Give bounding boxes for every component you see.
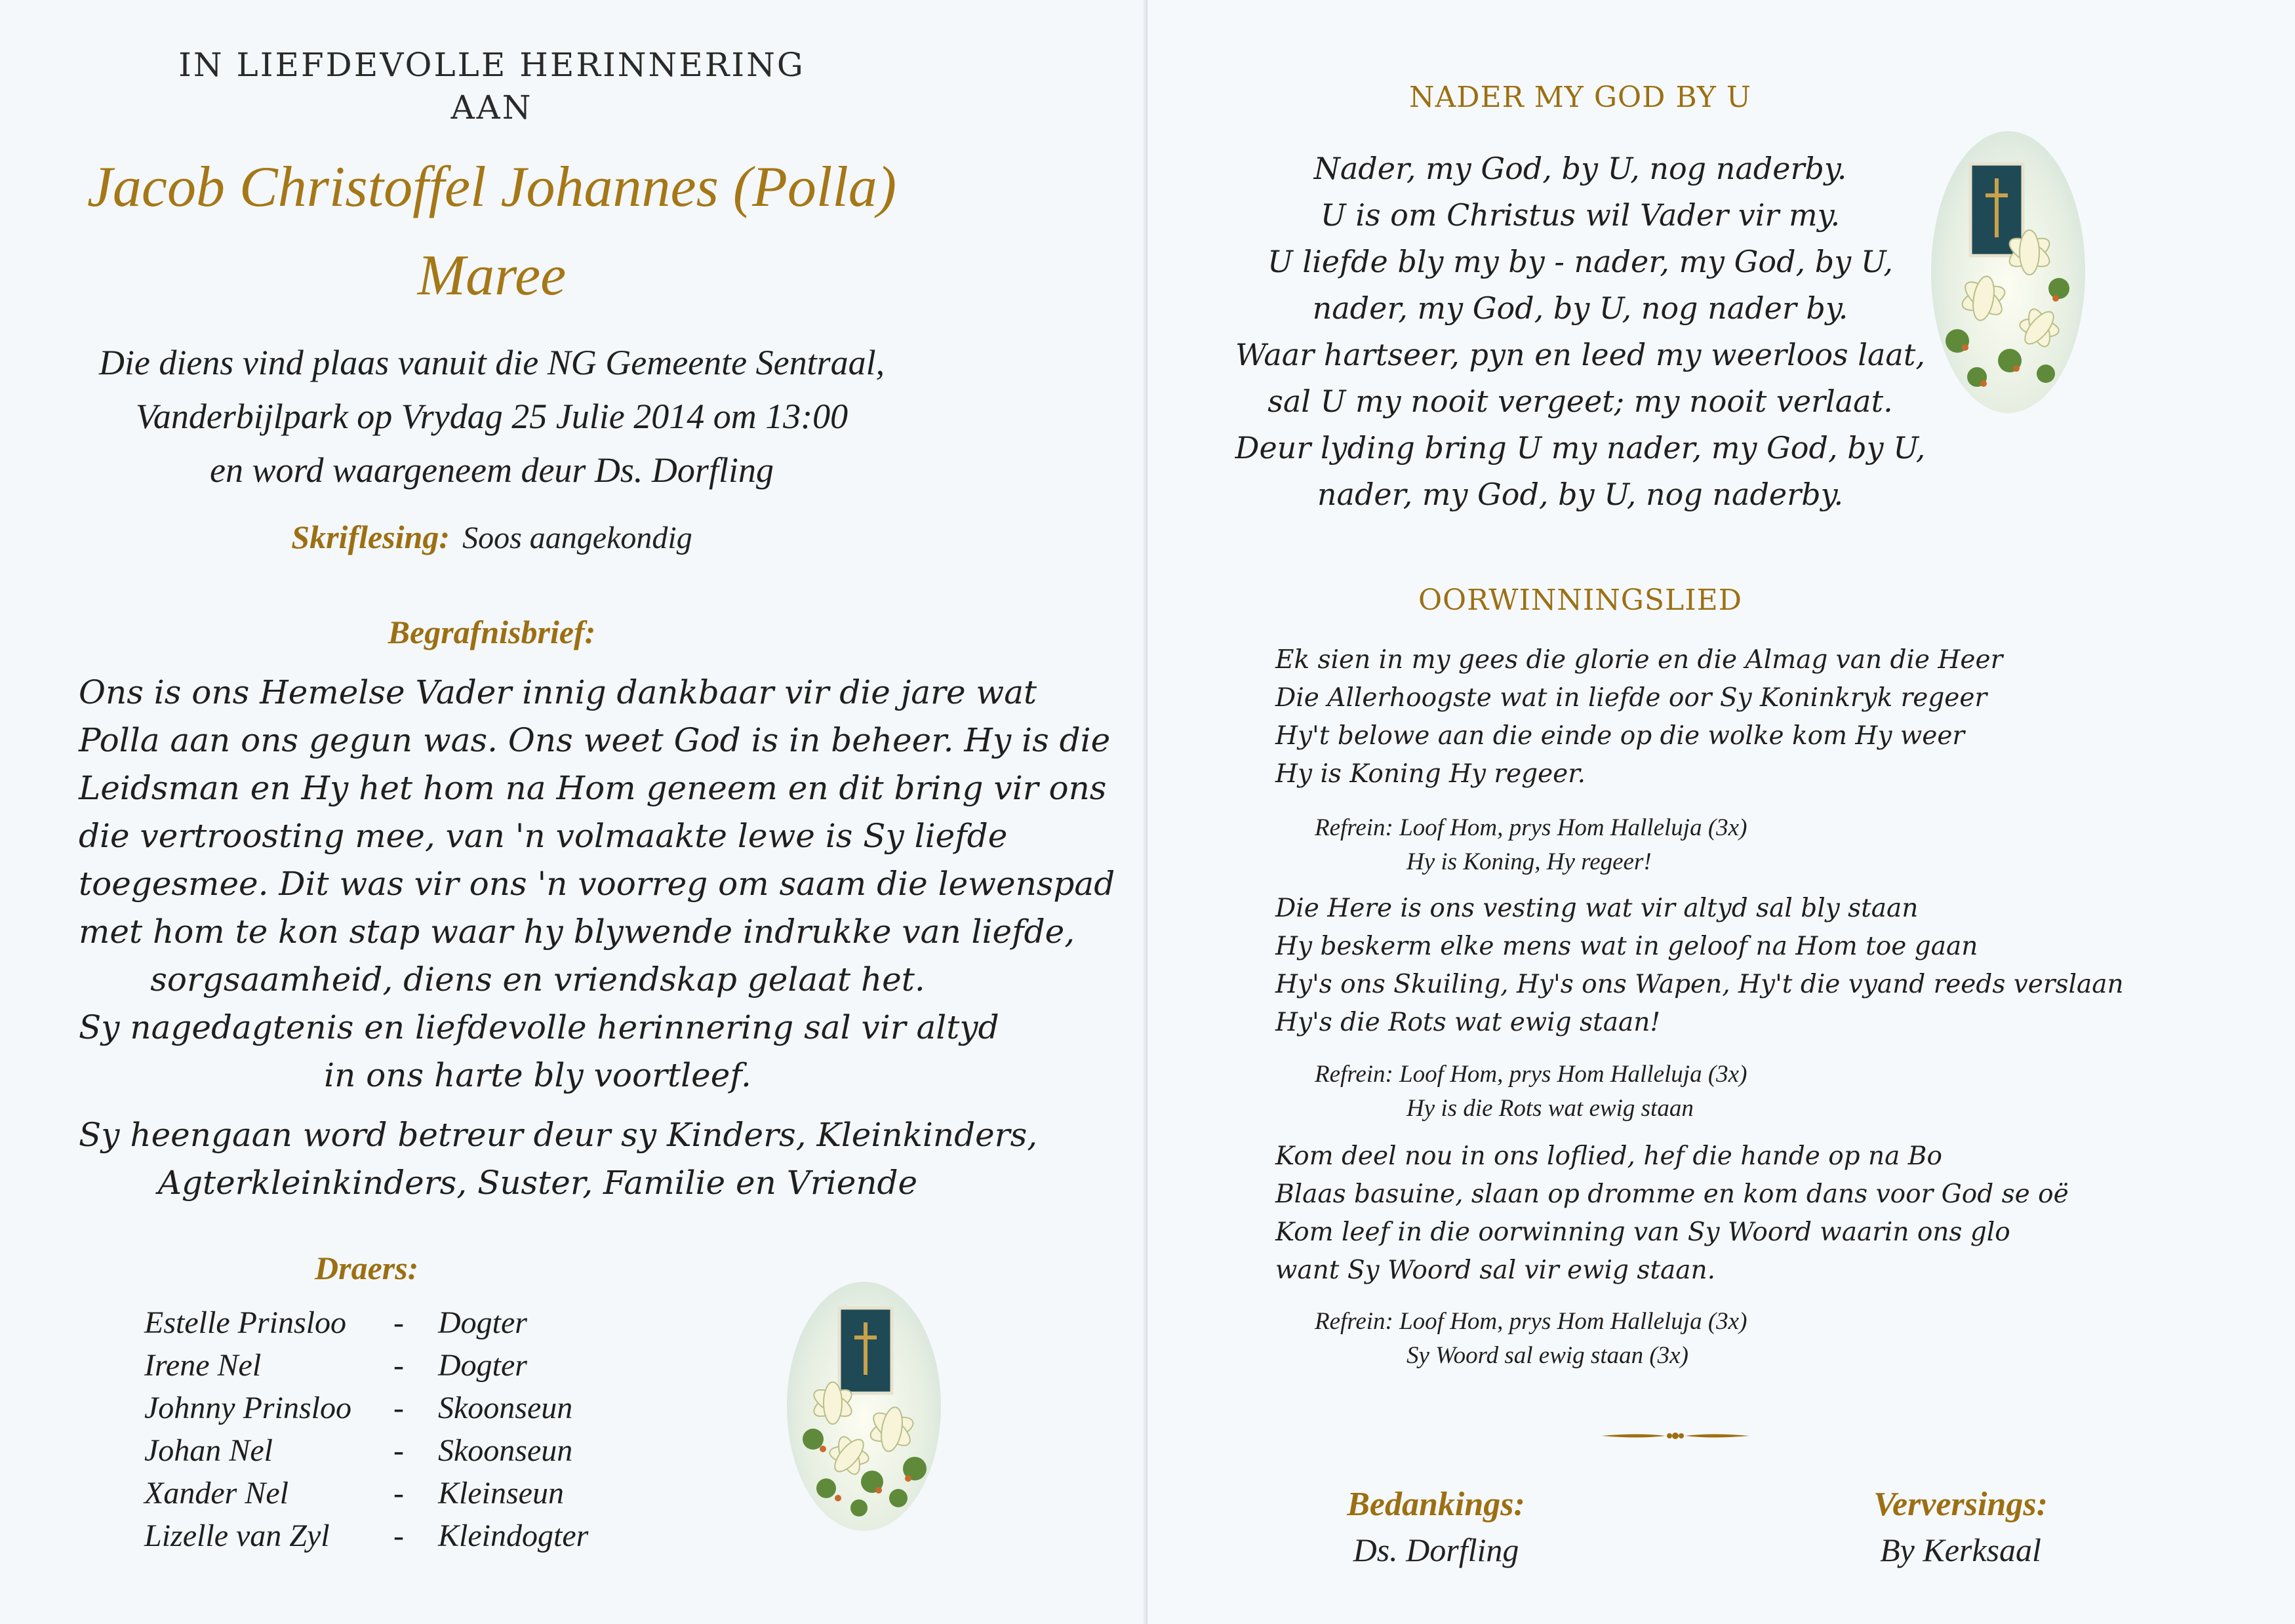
letter-line: Sy nagedagtenis en liefdevolle herinnering sal vir altyd <box>79 1008 999 1046</box>
funeral-letter-label: Begrafnisbrief: <box>388 614 596 650</box>
bearer-row <box>144 1390 669 1432</box>
hymn-line: Waar hartseer, pyn en leed my weerloos laat, <box>1235 337 1925 372</box>
letter-line: Leidsman en Hy het hom na Hom geneem en dit bring vir ons <box>79 769 1107 807</box>
bearer-relation: Skoonseun <box>438 1433 573 1468</box>
song-line: want Sy Woord sal vir ewig staan. <box>1275 1256 1716 1285</box>
scripture-label: Skriflesing: <box>291 519 450 555</box>
service-details <box>0 336 984 497</box>
song-line: Hy beskerm elke mens wat in geloof na Hom toe gaan <box>1275 932 1978 961</box>
hymn-line: Nader, my God, by U, nog naderby. <box>1313 151 1847 186</box>
bearer-row <box>144 1433 669 1475</box>
hymn-line: U is om Christus wil Vader vir my. <box>1320 197 1841 233</box>
service-line-3: en word waargeneem deur Ds. Dorfling <box>210 450 774 490</box>
refrain-line: Sy Woord sal ewig staan (3x) <box>1407 1342 1688 1369</box>
song-verse-2 <box>1275 890 2124 1042</box>
mourn-line: Sy heengaan word betreur deur sy Kinders, Kleinkinders, <box>79 1116 1038 1154</box>
bearer-name: Johnny Prinsloo <box>144 1391 351 1425</box>
song-line: Die Here is ons vesting wat vir altyd sal bly staan <box>1275 894 1919 923</box>
bearer-relation: Kleinseun <box>438 1476 564 1511</box>
bearer-dash: - <box>393 1518 404 1553</box>
hymn-nader-text <box>1220 146 1941 518</box>
memorial-heading-aan: AAN <box>450 89 533 127</box>
service-line-1: Die diens vind plaas vanuit die NG Gemeente Sentraal, <box>98 343 885 382</box>
hymn-line: U liefde bly my by - nader, my God, by U, <box>1267 244 1894 279</box>
thanks-value: Ds. Dorfling <box>1353 1532 1519 1568</box>
refrain-2 <box>1315 1058 1747 1126</box>
song-line: Hy's ons Skuiling, Hy's ons Wapen, Hy't die vyand reeds verslaan <box>1275 970 2124 999</box>
service-line-2: Vanderbijlpark op Vrydag 25 Julie 2014 om 13:00 <box>135 397 848 436</box>
refrain-line: Refrein: Loof Hom, prys Hom Halleluja (3x) <box>1315 1061 1747 1088</box>
refrain-1 <box>1315 811 1747 879</box>
refrain-line: Refrein: Loof Hom, prys Hom Halleluja (3x) <box>1315 1308 1747 1335</box>
song-line: Die Allerhoogste wat in liefde oor Sy Koninkryk regeer <box>1275 683 1987 713</box>
song-line: Kom leef in die oorwinning van Sy Woord waarin ons glo <box>1275 1218 2010 1247</box>
bearer-row <box>144 1518 669 1560</box>
hymn-line: nader, my God, by U, nog naderby. <box>1317 477 1844 512</box>
refrain-line: Hy is Koning, Hy regeer! <box>1407 848 1652 875</box>
memorial-heading: IN LIEFDEVOLLE HERINNERING <box>178 46 805 84</box>
bearer-name: Xander Nel <box>144 1476 289 1511</box>
letter-line: Ons is ons Hemelse Vader innig dankbaar vir die jare wat <box>79 673 1037 711</box>
song-line: Hy is Koning Hy regeer. <box>1275 759 1586 789</box>
letter-line: sorgsaamheid, diens en vriendskap gelaat het. <box>150 961 925 999</box>
bearer-dash: - <box>393 1433 404 1468</box>
bearer-dash: - <box>393 1348 404 1383</box>
thanks-label: Bedankings: <box>1347 1486 1525 1523</box>
cross-window-poinsettia-icon <box>1931 131 2085 413</box>
hymn-title-oorwinning: OORWINNINGSLIED <box>1418 584 1743 617</box>
right-page <box>1148 0 2295 1624</box>
refreshments-label: Verversings: <box>1873 1486 2048 1523</box>
bearer-row <box>144 1305 669 1347</box>
bearer-row <box>144 1347 669 1389</box>
deceased-name: Jacob Christoffel Johannes (Polla) <box>87 155 897 219</box>
letter-line: in ons harte bly voortleef. <box>324 1056 751 1094</box>
song-verse-3 <box>1275 1138 2069 1290</box>
refrain-line: Refrein: Loof Hom, prys Hom Halleluja (3x) <box>1315 814 1747 841</box>
bearer-relation: Dogter <box>438 1305 527 1340</box>
letter-line: die vertroosting mee, van 'n volmaakte lewe is Sy liefde <box>79 817 1008 855</box>
funeral-letter-text <box>79 669 1115 1099</box>
bearers-label: Draers: <box>315 1250 419 1286</box>
scroll-divider-ornament-icon <box>1600 1426 1751 1446</box>
song-line: Kom deel nou in ons loflied, hef die hande op na Bo <box>1275 1141 1942 1171</box>
bearer-relation: Kleindogter <box>438 1518 589 1553</box>
bearer-dash: - <box>393 1305 404 1340</box>
deceased-surname: Maree <box>417 244 567 307</box>
scripture-reading <box>0 518 984 556</box>
refrain-3 <box>1315 1305 1747 1373</box>
song-line: Hy's die Rots wat ewig staan! <box>1275 1008 1660 1037</box>
refrain-line: Hy is die Rots wat ewig staan <box>1407 1095 1694 1122</box>
cross-window-poinsettia-icon <box>787 1282 941 1531</box>
letter-line: Polla aan ons gegun was. Ons weet God is in beheer. Hy is die <box>79 721 1111 759</box>
hymn-line: sal U my nooit vergeet; my nooit verlaat. <box>1267 384 1893 419</box>
scripture-value: Soos aangekondig <box>462 521 692 555</box>
song-line: Hy't belowe aan die einde op die wolke kom Hy weer <box>1275 721 1965 751</box>
hymn-title-nader: NADER MY GOD BY U <box>1408 81 1752 114</box>
song-line: Ek sien in my gees die glorie en die Almag van die Heer <box>1275 645 2003 675</box>
bearer-dash: - <box>393 1391 404 1425</box>
song-verse-1 <box>1275 641 2003 793</box>
refreshments-value: By Kerksaal <box>1880 1532 2041 1568</box>
bearer-name: Johan Nel <box>144 1433 273 1468</box>
hymn-line: Deur lyding bring U my nader, my God, by U, <box>1235 430 1926 465</box>
bearer-relation: Skoonseun <box>438 1391 573 1425</box>
bearer-dash: - <box>393 1476 404 1511</box>
letter-line: toegesmee. Dit was vir ons 'n voorreg om saam die lewenspad <box>79 865 1115 903</box>
bearer-relation: Dogter <box>438 1348 527 1383</box>
hymn-line: nader, my God, by U, nog nader by. <box>1312 290 1848 326</box>
mourning-text <box>79 1111 1038 1207</box>
letter-line: met hom te kon stap waar hy blywende indrukke van liefde, <box>79 913 1075 951</box>
bearer-name: Estelle Prinsloo <box>144 1305 346 1340</box>
bearer-name: Lizelle van Zyl <box>144 1518 330 1553</box>
mourn-line: Agterkleinkinders, Suster, Familie en Vriende <box>157 1164 918 1202</box>
bearer-row <box>144 1475 669 1517</box>
bearer-name: Irene Nel <box>144 1348 262 1383</box>
song-line: Blaas basuine, slaan op dromme en kom dans voor God se oë <box>1275 1179 2069 1209</box>
